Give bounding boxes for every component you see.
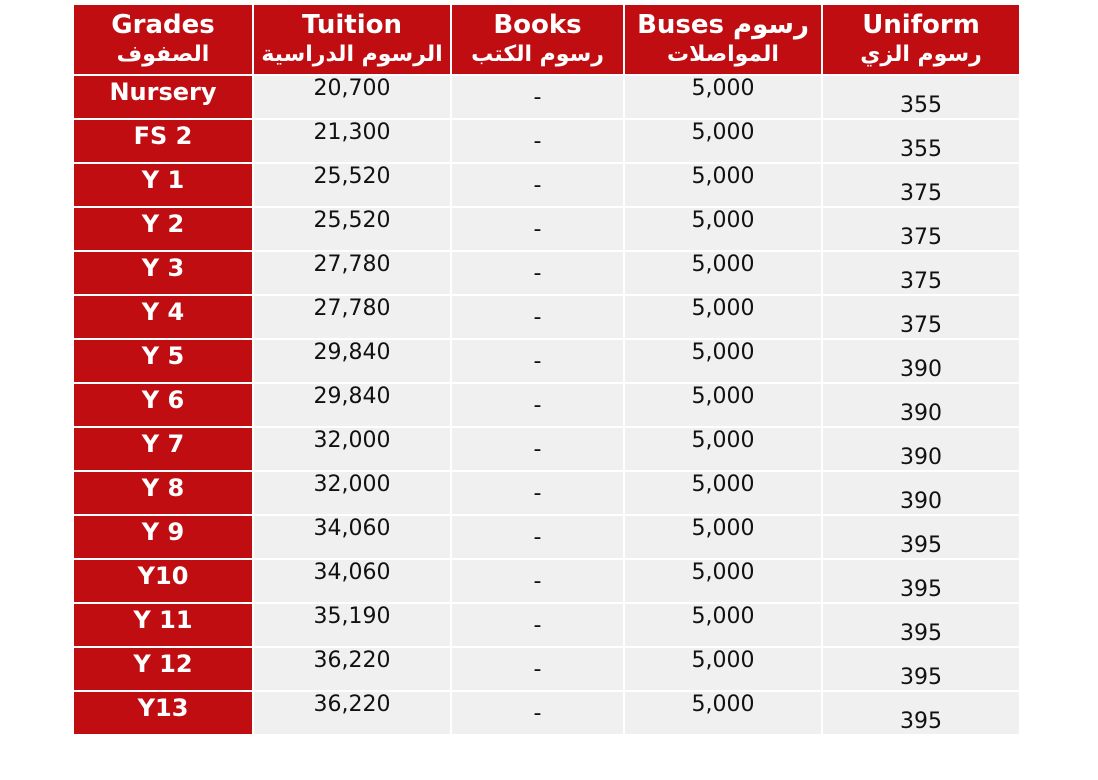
tuition-cell: 25,520 <box>254 208 450 250</box>
header-tuition-ar: الرسوم الدراسية <box>261 41 443 67</box>
header-buses-en: Buses رسوم <box>637 9 809 40</box>
grade-cell: Y 4 <box>74 296 252 338</box>
tuition-cell: 29,840 <box>254 384 450 426</box>
table-row <box>74 76 1019 118</box>
books-cell: - <box>452 164 623 206</box>
tuition-cell: 27,780 <box>254 296 450 338</box>
grade-cell: Y 12 <box>74 648 252 690</box>
header-tuition-en: Tuition <box>301 9 402 40</box>
header-grades <box>74 5 252 74</box>
buses-cell: 5,000 <box>625 252 821 294</box>
table-row <box>74 296 1019 338</box>
table-row <box>74 428 1019 470</box>
table-row <box>74 164 1019 206</box>
uniform-cell: 390 <box>823 384 1019 426</box>
books-cell: - <box>452 648 623 690</box>
buses-cell: 5,000 <box>625 648 821 690</box>
tuition-cell: 36,220 <box>254 648 450 690</box>
uniform-cell: 390 <box>823 472 1019 514</box>
books-cell: - <box>452 120 623 162</box>
header-books <box>452 5 623 74</box>
tuition-cell: 36,220 <box>254 692 450 734</box>
table-row <box>74 560 1019 602</box>
table-row <box>74 252 1019 294</box>
table-row <box>74 516 1019 558</box>
uniform-cell: 375 <box>823 208 1019 250</box>
grade-cell: FS 2 <box>74 120 252 162</box>
fee-table <box>72 3 1021 736</box>
books-cell: - <box>452 604 623 646</box>
books-cell: - <box>452 516 623 558</box>
uniform-cell: 395 <box>823 692 1019 734</box>
header-grades-ar: الصفوف <box>116 41 210 67</box>
table-row <box>74 692 1019 734</box>
uniform-cell: 395 <box>823 604 1019 646</box>
table-row <box>74 120 1019 162</box>
uniform-cell: 395 <box>823 648 1019 690</box>
table-row <box>74 340 1019 382</box>
books-cell: - <box>452 472 623 514</box>
uniform-cell: 395 <box>823 516 1019 558</box>
books-cell: - <box>452 384 623 426</box>
header-uniform-en: Uniform <box>862 9 980 40</box>
header-books-en: Books <box>493 9 582 40</box>
tuition-cell: 32,000 <box>254 472 450 514</box>
buses-cell: 5,000 <box>625 340 821 382</box>
fee-table-body <box>74 76 1019 734</box>
header-tuition <box>254 5 450 74</box>
uniform-cell: 355 <box>823 76 1019 118</box>
tuition-cell: 34,060 <box>254 516 450 558</box>
header-uniform <box>823 5 1019 74</box>
buses-cell: 5,000 <box>625 296 821 338</box>
grade-cell: Y 9 <box>74 516 252 558</box>
tuition-cell: 34,060 <box>254 560 450 602</box>
grade-cell: Y 11 <box>74 604 252 646</box>
header-row <box>74 5 1019 74</box>
header-books-ar: رسوم الكتب <box>471 41 604 67</box>
tuition-cell: 20,700 <box>254 76 450 118</box>
table-row <box>74 648 1019 690</box>
uniform-cell: 375 <box>823 252 1019 294</box>
books-cell: - <box>452 252 623 294</box>
grade-cell: Y 1 <box>74 164 252 206</box>
buses-cell: 5,000 <box>625 560 821 602</box>
tuition-cell: 35,190 <box>254 604 450 646</box>
header-uniform-ar: رسوم الزي <box>860 41 982 67</box>
buses-cell: 5,000 <box>625 516 821 558</box>
header-buses-ar: المواصلات <box>667 41 779 67</box>
books-cell: - <box>452 692 623 734</box>
buses-cell: 5,000 <box>625 604 821 646</box>
tuition-cell: 29,840 <box>254 340 450 382</box>
buses-cell: 5,000 <box>625 384 821 426</box>
uniform-cell: 395 <box>823 560 1019 602</box>
header-buses <box>625 5 821 74</box>
header-grades-en: Grades <box>111 9 215 40</box>
grade-cell: Y 5 <box>74 340 252 382</box>
table-row <box>74 472 1019 514</box>
grade-cell: Y10 <box>74 560 252 602</box>
grade-cell: Y 7 <box>74 428 252 470</box>
books-cell: - <box>452 208 623 250</box>
buses-cell: 5,000 <box>625 428 821 470</box>
buses-cell: 5,000 <box>625 164 821 206</box>
grade-cell: Y13 <box>74 692 252 734</box>
tuition-cell: 21,300 <box>254 120 450 162</box>
grade-cell: Y 3 <box>74 252 252 294</box>
buses-cell: 5,000 <box>625 208 821 250</box>
table-row <box>74 208 1019 250</box>
buses-cell: 5,000 <box>625 120 821 162</box>
tuition-cell: 25,520 <box>254 164 450 206</box>
grade-cell: Y 8 <box>74 472 252 514</box>
books-cell: - <box>452 340 623 382</box>
uniform-cell: 375 <box>823 296 1019 338</box>
uniform-cell: 355 <box>823 120 1019 162</box>
books-cell: - <box>452 560 623 602</box>
grade-cell: Y 6 <box>74 384 252 426</box>
buses-cell: 5,000 <box>625 472 821 514</box>
table-row <box>74 604 1019 646</box>
books-cell: - <box>452 76 623 118</box>
uniform-cell: 375 <box>823 164 1019 206</box>
books-cell: - <box>452 428 623 470</box>
uniform-cell: 390 <box>823 340 1019 382</box>
tuition-cell: 27,780 <box>254 252 450 294</box>
buses-cell: 5,000 <box>625 76 821 118</box>
table-row <box>74 384 1019 426</box>
buses-cell: 5,000 <box>625 692 821 734</box>
uniform-cell: 390 <box>823 428 1019 470</box>
grade-cell: Nursery <box>74 76 252 118</box>
books-cell: - <box>452 296 623 338</box>
tuition-cell: 32,000 <box>254 428 450 470</box>
grade-cell: Y 2 <box>74 208 252 250</box>
